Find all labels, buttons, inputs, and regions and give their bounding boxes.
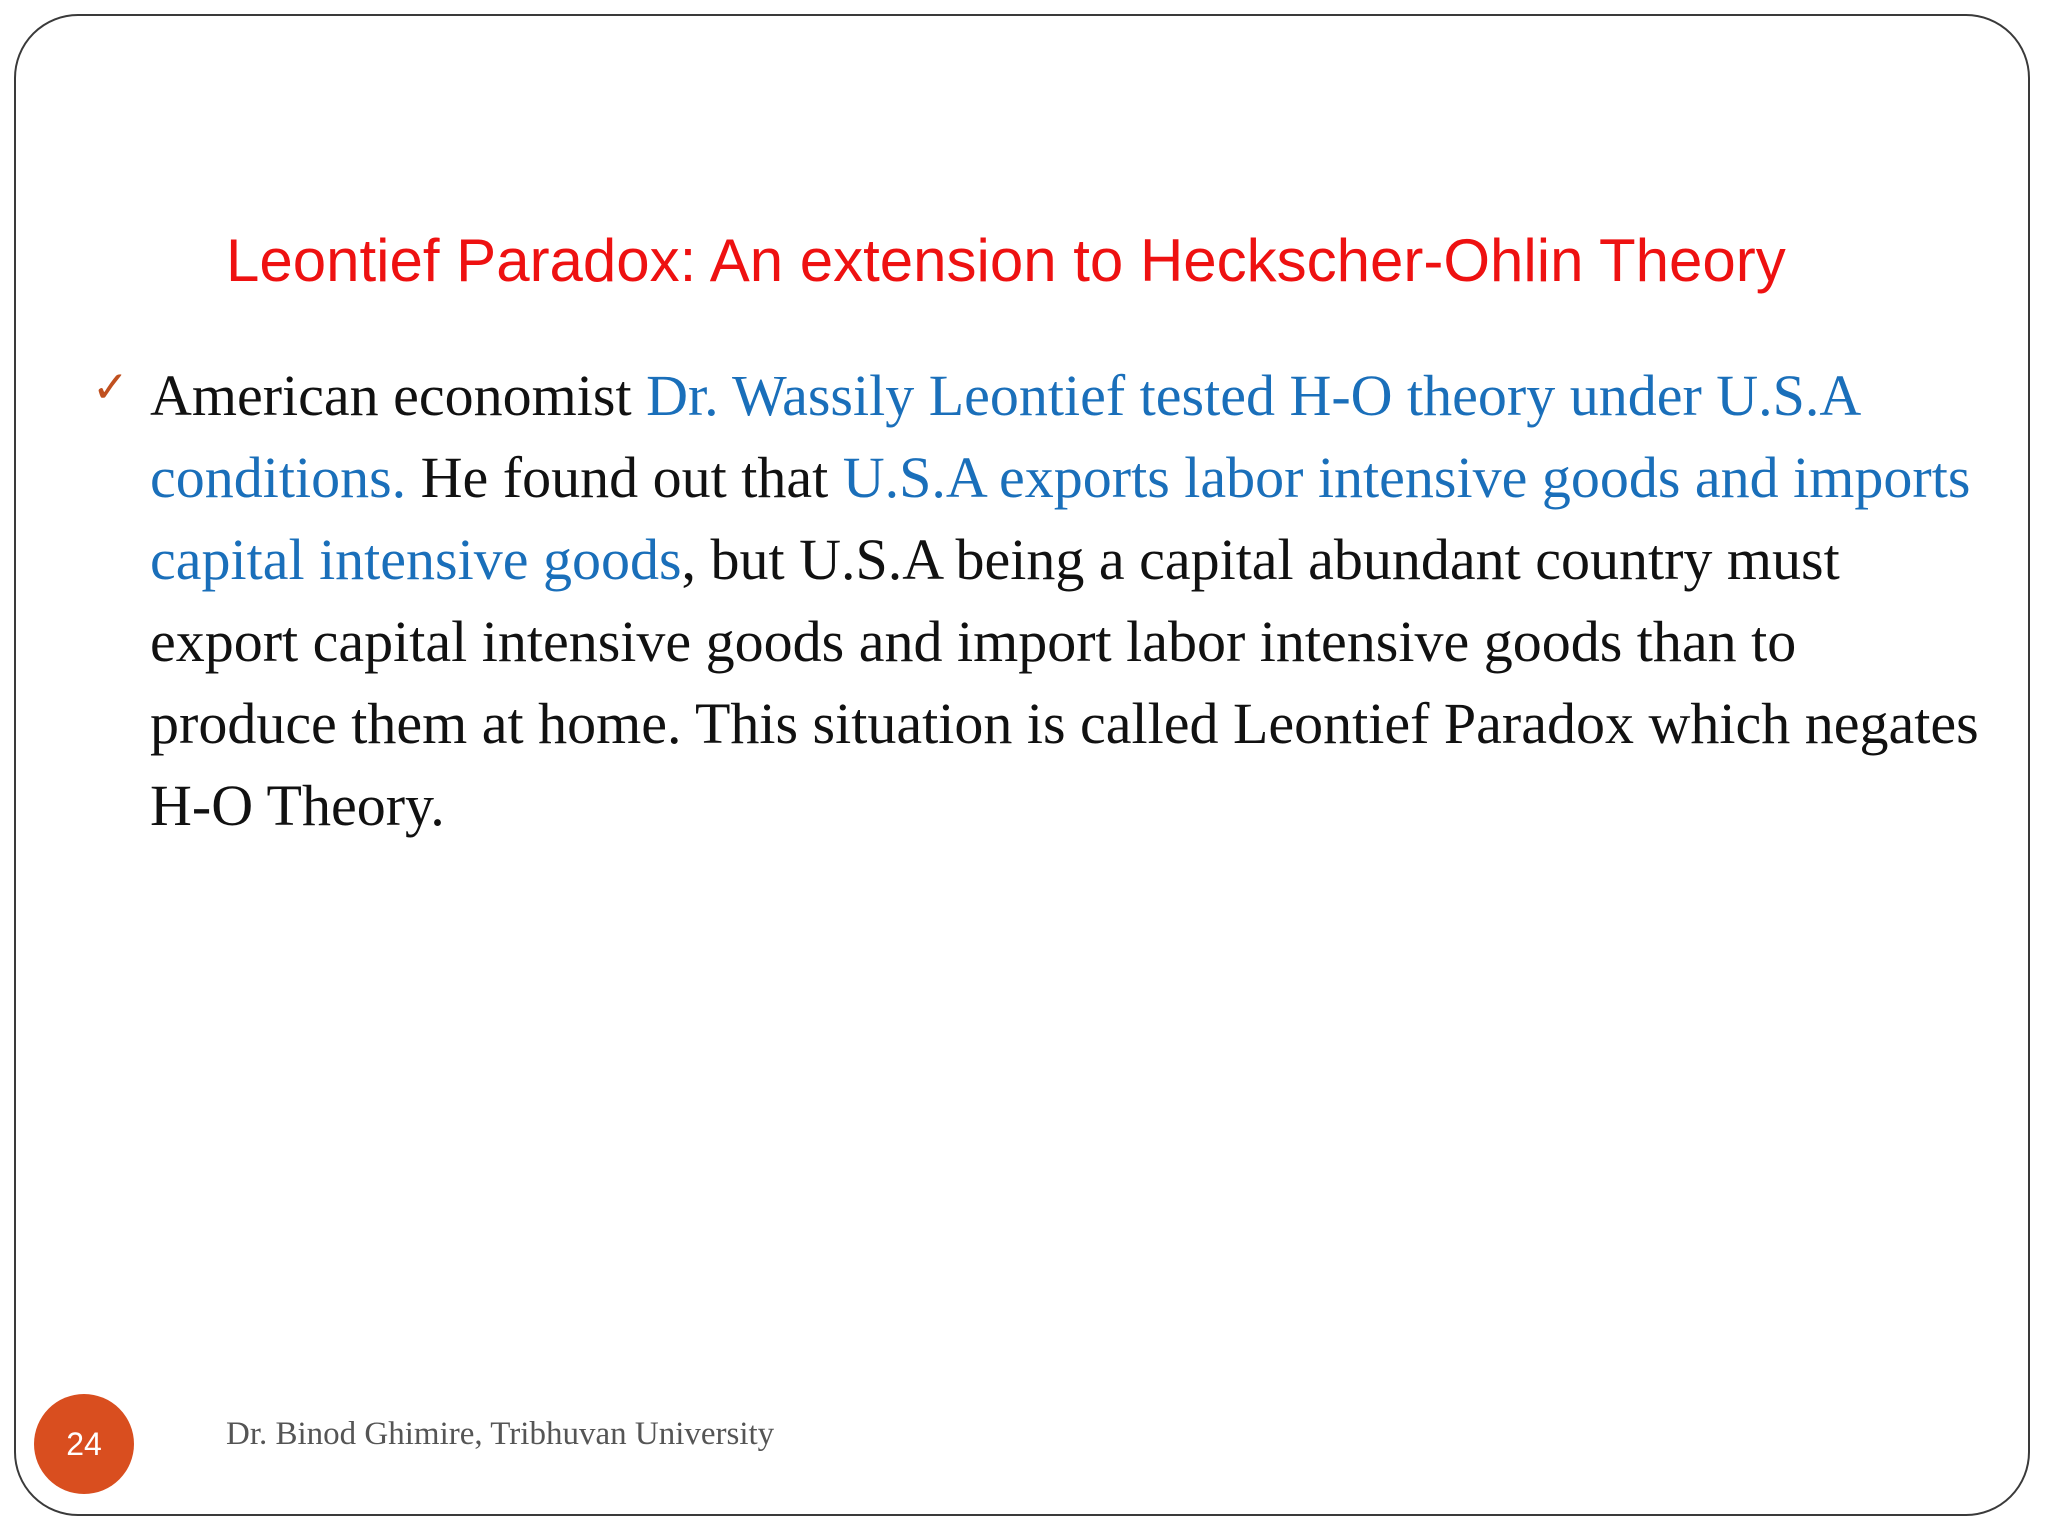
bullet-highlight-2: U.S.A exports labor intensive goods and imports capital intensive goods xyxy=(150,445,1971,592)
bullet-segment-2: He found out that xyxy=(406,445,843,510)
bullet-segment-3: , but U.S.A being a capital abundant country must export capital intensive goods and import labor intensive goods than to produce them at home. This situation is called Leontief Paradox which negates H-O Theory. xyxy=(150,527,1979,838)
bullet-segment-1: American economist xyxy=(150,363,647,428)
checkmark-icon: ✓ xyxy=(92,362,129,413)
page-number-badge: 24 xyxy=(34,1394,134,1494)
footer-author: Dr. Binod Ghimire, Tribhuvan University xyxy=(226,1416,775,1452)
bullet-highlight-1: Dr. Wassily Leontief tested H-O theory under U.S.A conditions. xyxy=(150,363,1859,510)
bullet-paragraph xyxy=(150,355,1980,847)
slide-title: Leontief Paradox: An extension to Heckscher-Ohlin Theory xyxy=(226,227,1786,294)
